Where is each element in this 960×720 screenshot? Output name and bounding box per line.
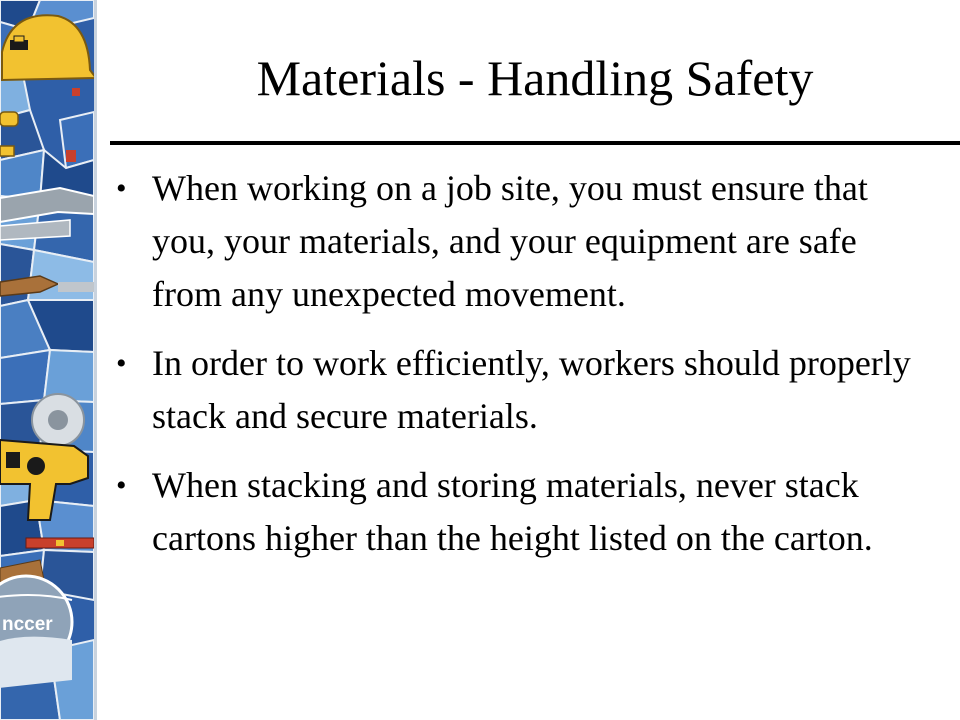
bullet-item bbox=[116, 162, 916, 321]
bullet-item bbox=[116, 337, 916, 443]
bullet-icon: • bbox=[116, 347, 127, 380]
mosaic-artwork bbox=[0, 0, 94, 720]
title-underline bbox=[110, 141, 960, 145]
bullet-text: When stacking and storing materials, never stack cartons higher than the height listed on the carton. bbox=[152, 465, 873, 558]
slide-title: Materials - Handling Safety bbox=[256, 50, 814, 106]
bullet-item bbox=[116, 459, 916, 565]
bullet-icon: • bbox=[116, 469, 127, 502]
bullet-list bbox=[116, 162, 916, 581]
bullet-text: In order to work efficiently, workers should properly stack and secure materials. bbox=[152, 343, 911, 436]
nccer-logo bbox=[0, 576, 72, 690]
bullet-text: When working on a job site, you must ensure that you, your materials, and your equipment are safe from any unexpected movement. bbox=[152, 168, 868, 314]
logo-text: nccer bbox=[2, 614, 53, 635]
sidebar-edge bbox=[94, 0, 97, 720]
mosaic-sidebar bbox=[0, 0, 94, 720]
bullet-icon: • bbox=[116, 172, 127, 205]
